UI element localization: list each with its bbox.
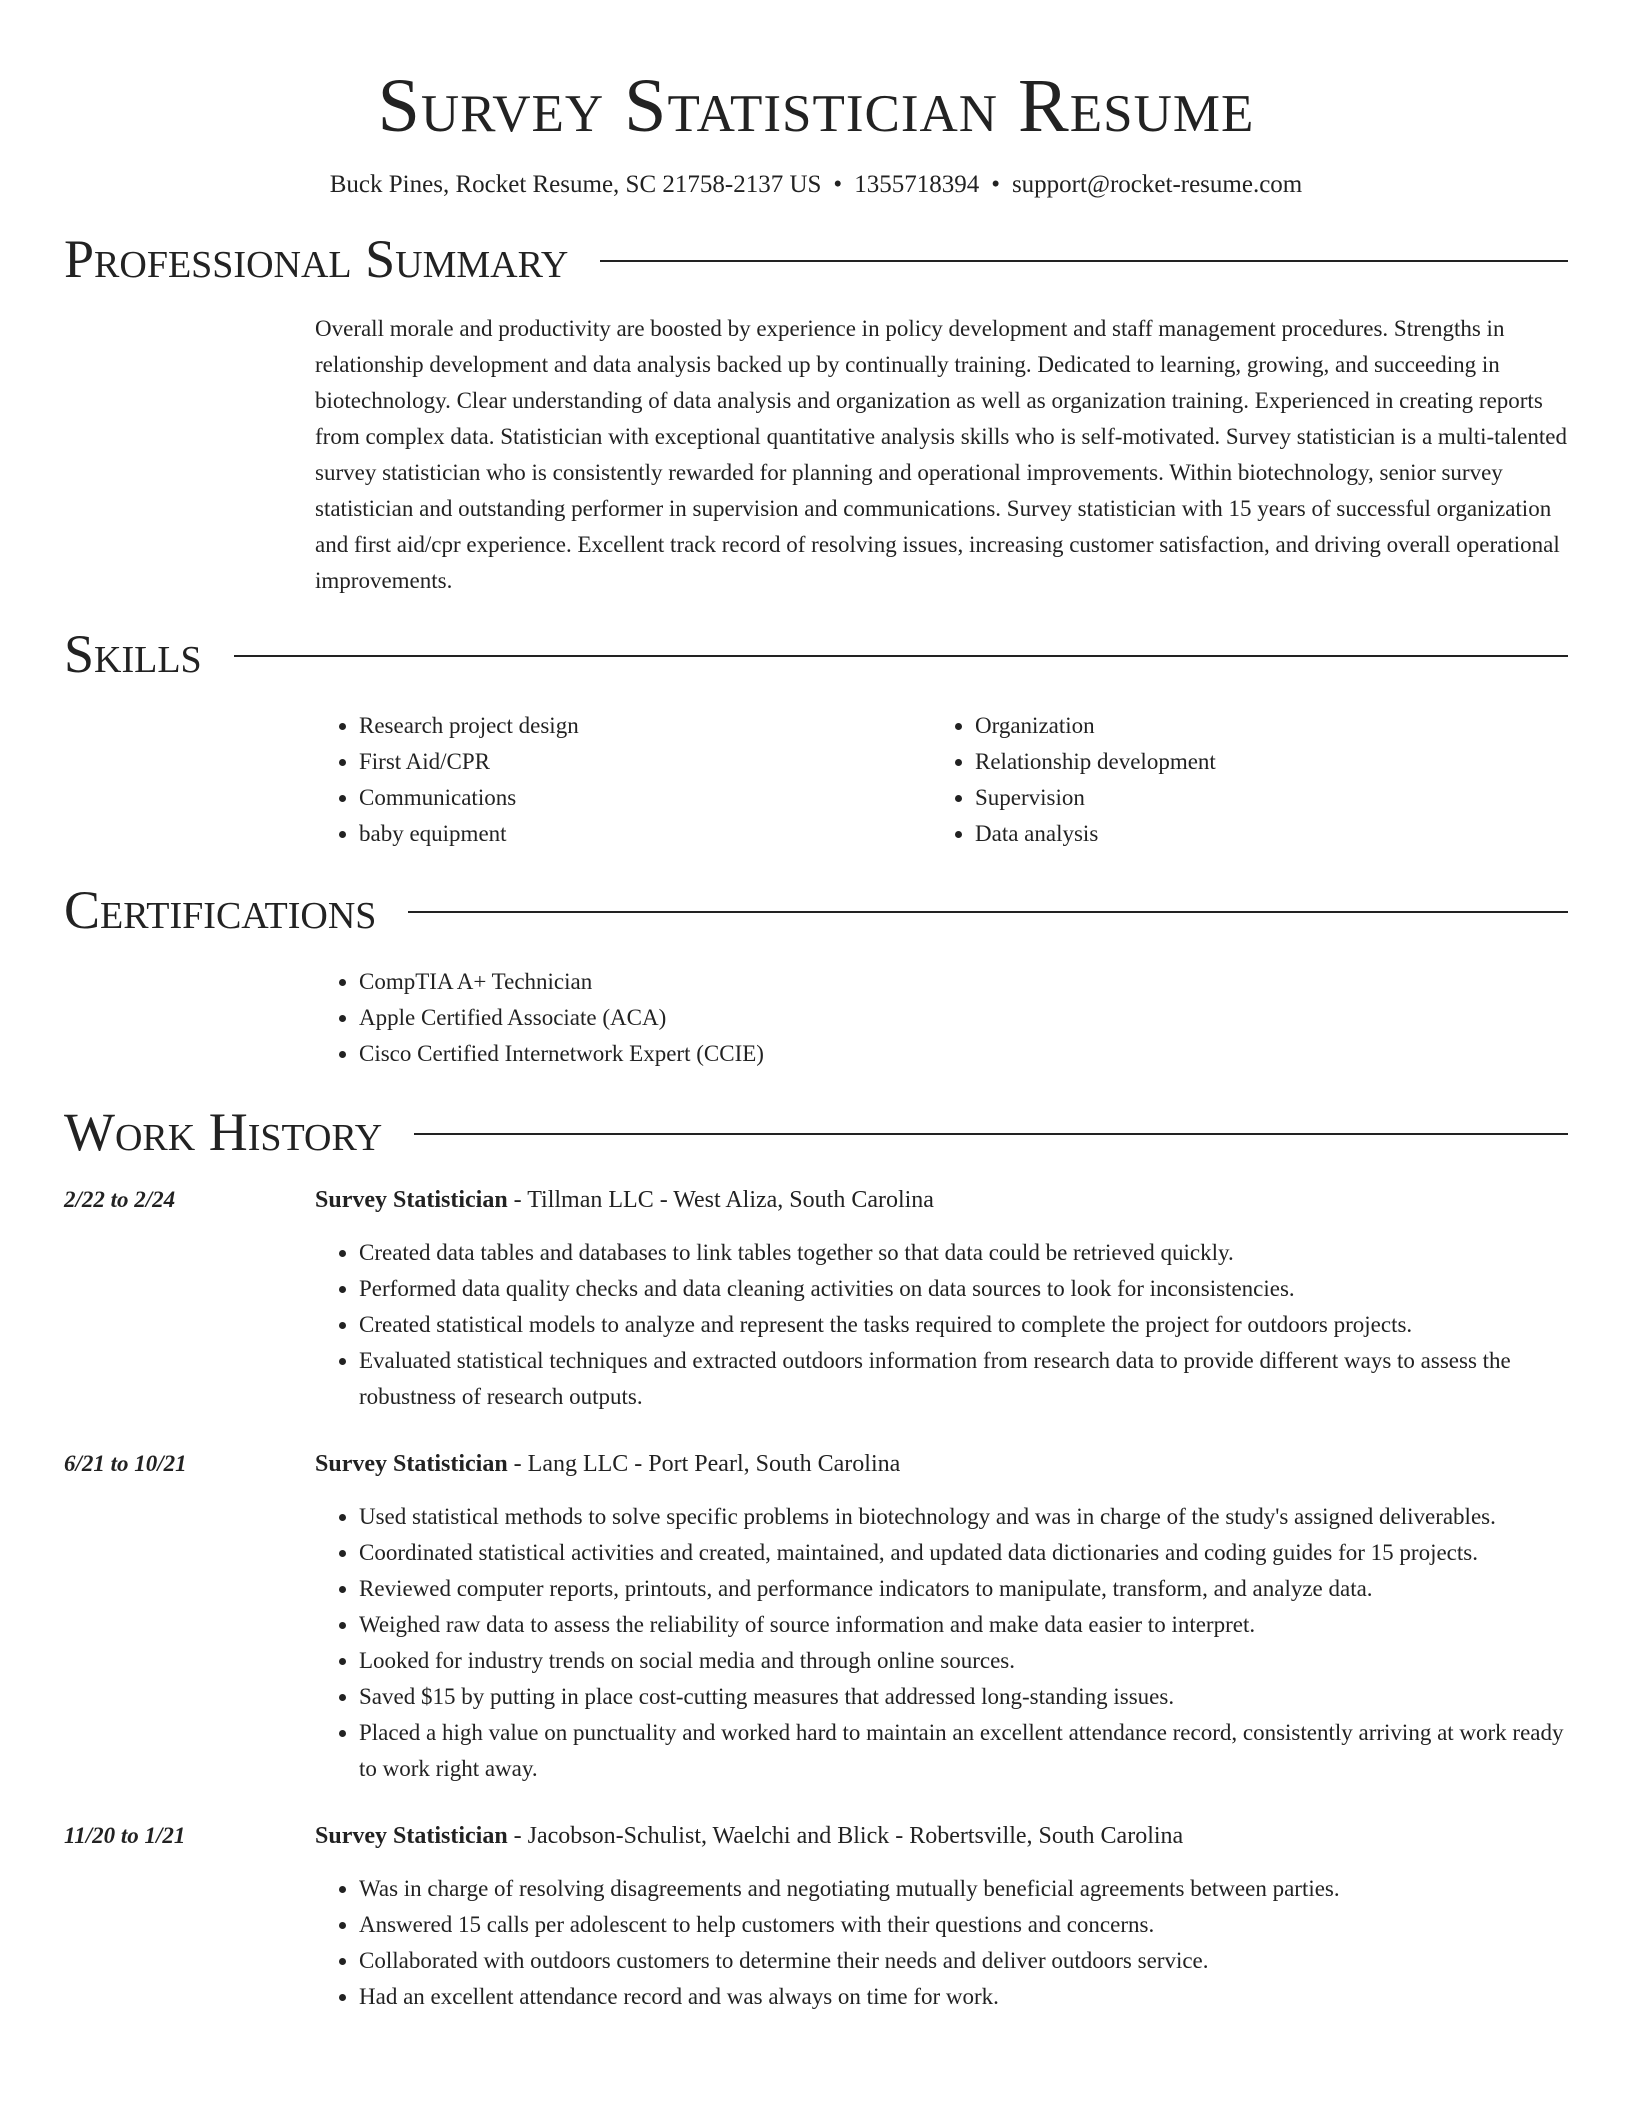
skills-list-left: [315, 708, 931, 852]
job-bullet: • Collaborated with outdoors customers to determine their needs and deliver outdoors service.: [359, 1943, 1568, 1979]
job-entry: [64, 1818, 1568, 2015]
job-bullets: [315, 1235, 1568, 1415]
job-bullet: • Performed data quality checks and data cleaning activities on data sources to look for inconsistencies.: [359, 1271, 1568, 1307]
job-role: Survey Statistician: [315, 1823, 508, 1849]
contact-separator: •: [991, 171, 1000, 198]
job-bullet: • Evaluated statistical techniques and extracted outdoors information from research data to provide different ways to assess the robustness of research outputs.: [359, 1343, 1568, 1415]
job-heading: [315, 1182, 1568, 1218]
job-bullet: • Saved $15 by putting in place cost-cutting measures that addressed long-standing issues.: [359, 1679, 1568, 1715]
certification-item: • Apple Certified Associate (ACA): [359, 1000, 1568, 1036]
certifications-list: [315, 964, 1568, 1072]
certification-item: • CompTIA A+ Technician: [359, 964, 1568, 1000]
job-entry: [64, 1446, 1568, 1787]
skill-item: • Relationship development: [975, 744, 1547, 780]
job-bullets: [315, 1499, 1568, 1787]
skills-heading: Skills: [64, 624, 202, 684]
summary-body: [315, 311, 1568, 599]
summary-header: [64, 229, 1568, 289]
job-bullet: • Had an excellent attendance record and was always on time for work.: [359, 1979, 1568, 2015]
contact-email[interactable]: support@rocket-resume.com: [1011, 171, 1303, 198]
section-divider: [234, 655, 1568, 657]
job-bullets: [315, 1871, 1568, 2015]
job-bullet: • Used statistical methods to solve specific problems in biotechnology and was in charge of the study's assigned deliverables.: [359, 1499, 1568, 1535]
summary-text: Overall morale and productivity are boosted by experience in policy development and staff management procedures. Strengths in relationship development and data analysis backed up by continually training. Dedicated to learning, growing, and succeeding in biotechnology. Clear understanding of data analysis and organization as well as organization training. Experienced in creating reports from complex data. Statistician with exceptional quantitative analysis skills who is self-motivated. Survey statistician is a multi-talented survey statistician who is consistently rewarded for planning and operational improvements. Within biotechnology, senior survey statistician and outstanding performer in supervision and communications. Survey statistician with 15 years of successful organization and first aid/cpr experience. Excellent track record of resolving issues, increasing customer satisfaction, and driving overall operational improvements.: [315, 316, 1567, 593]
job-dates: 11/20 to 1/21: [64, 1823, 186, 1848]
contact-phone: 1355718394: [854, 171, 980, 198]
job-entry: [64, 1182, 1568, 1415]
skill-item: • baby equipment: [359, 816, 931, 852]
certification-item: • Cisco Certified Internetwork Expert (CCIE): [359, 1036, 1568, 1072]
job-employer: - Tillman LLC - West Aliza, South Carolina: [507, 1187, 934, 1213]
skill-item: • Organization: [975, 708, 1547, 744]
contact-address: Buck Pines, Rocket Resume, SC 21758-2137 US: [329, 171, 822, 198]
certifications-header: [64, 880, 1568, 940]
skills-body: [315, 708, 1568, 852]
summary-section: [64, 229, 1568, 599]
job-bullet: • Looked for industry trends on social media and through online sources.: [359, 1643, 1568, 1679]
job-bullet: • Created statistical models to analyze and represent the tasks required to complete the project for outdoors projects.: [359, 1307, 1568, 1343]
contact-line: [64, 168, 1568, 202]
certifications-heading: Certifications: [64, 880, 377, 940]
skill-item: • Communications: [359, 780, 931, 816]
resume-title: Survey Statistician Resume: [377, 64, 1255, 148]
skills-list-right: [931, 708, 1547, 852]
job-dates: 2/22 to 2/24: [64, 1187, 176, 1212]
skill-item: • Data analysis: [975, 816, 1547, 852]
contact-separator: •: [833, 171, 843, 198]
job-employer: - Lang LLC - Port Pearl, South Carolina: [507, 1451, 901, 1477]
skills-section: [64, 624, 1568, 852]
job-details: [315, 1818, 1568, 2015]
certifications-section: [64, 880, 1568, 1072]
job-bullet: • Answered 15 calls per adolescent to help customers with their questions and concerns.: [359, 1907, 1568, 1943]
job-heading: [315, 1818, 1568, 1854]
job-bullet: • Weighed raw data to assess the reliability of source information and make data easier to interpret.: [359, 1607, 1568, 1643]
section-divider: [600, 260, 1568, 262]
section-divider: [414, 1133, 1568, 1135]
skill-item: • Research project design: [359, 708, 931, 744]
job-role: Survey Statistician: [315, 1451, 508, 1477]
skill-item: • First Aid/CPR: [359, 744, 931, 780]
job-details: [315, 1446, 1568, 1787]
work-history-header: [64, 1102, 1568, 1162]
work-history-section: [64, 1102, 1568, 2015]
summary-heading: Professional Summary: [64, 229, 569, 289]
job-bullet: • Coordinated statistical activities and created, maintained, and updated data dictionaries and coding guides for 15 projects.: [359, 1535, 1568, 1571]
job-role: Survey Statistician: [315, 1187, 508, 1213]
section-divider: [408, 911, 1568, 913]
resume-page: [64, 0, 1568, 2015]
job-heading: [315, 1446, 1568, 1482]
certifications-body: [315, 964, 1568, 1072]
job-details: [315, 1182, 1568, 1415]
job-dates: 6/21 to 10/21: [64, 1451, 187, 1476]
skill-item: • Supervision: [975, 780, 1547, 816]
skills-header: [64, 624, 1568, 684]
job-bullet: • Created data tables and databases to link tables together so that data could be retrieved quickly.: [359, 1235, 1568, 1271]
job-employer: - Jacobson-Schulist, Waelchi and Blick - Robertsville, South Carolina: [507, 1823, 1184, 1849]
job-bullet: • Reviewed computer reports, printouts, and performance indicators to manipulate, transform, and analyze data.: [359, 1571, 1568, 1607]
job-bullet: • Was in charge of resolving disagreements and negotiating mutually beneficial agreements between parties.: [359, 1871, 1568, 1907]
work-history-heading: Work History: [64, 1102, 383, 1162]
job-bullet: • Placed a high value on punctuality and worked hard to maintain an excellent attendance record, consistently arriving at work ready to work right away.: [359, 1715, 1568, 1787]
